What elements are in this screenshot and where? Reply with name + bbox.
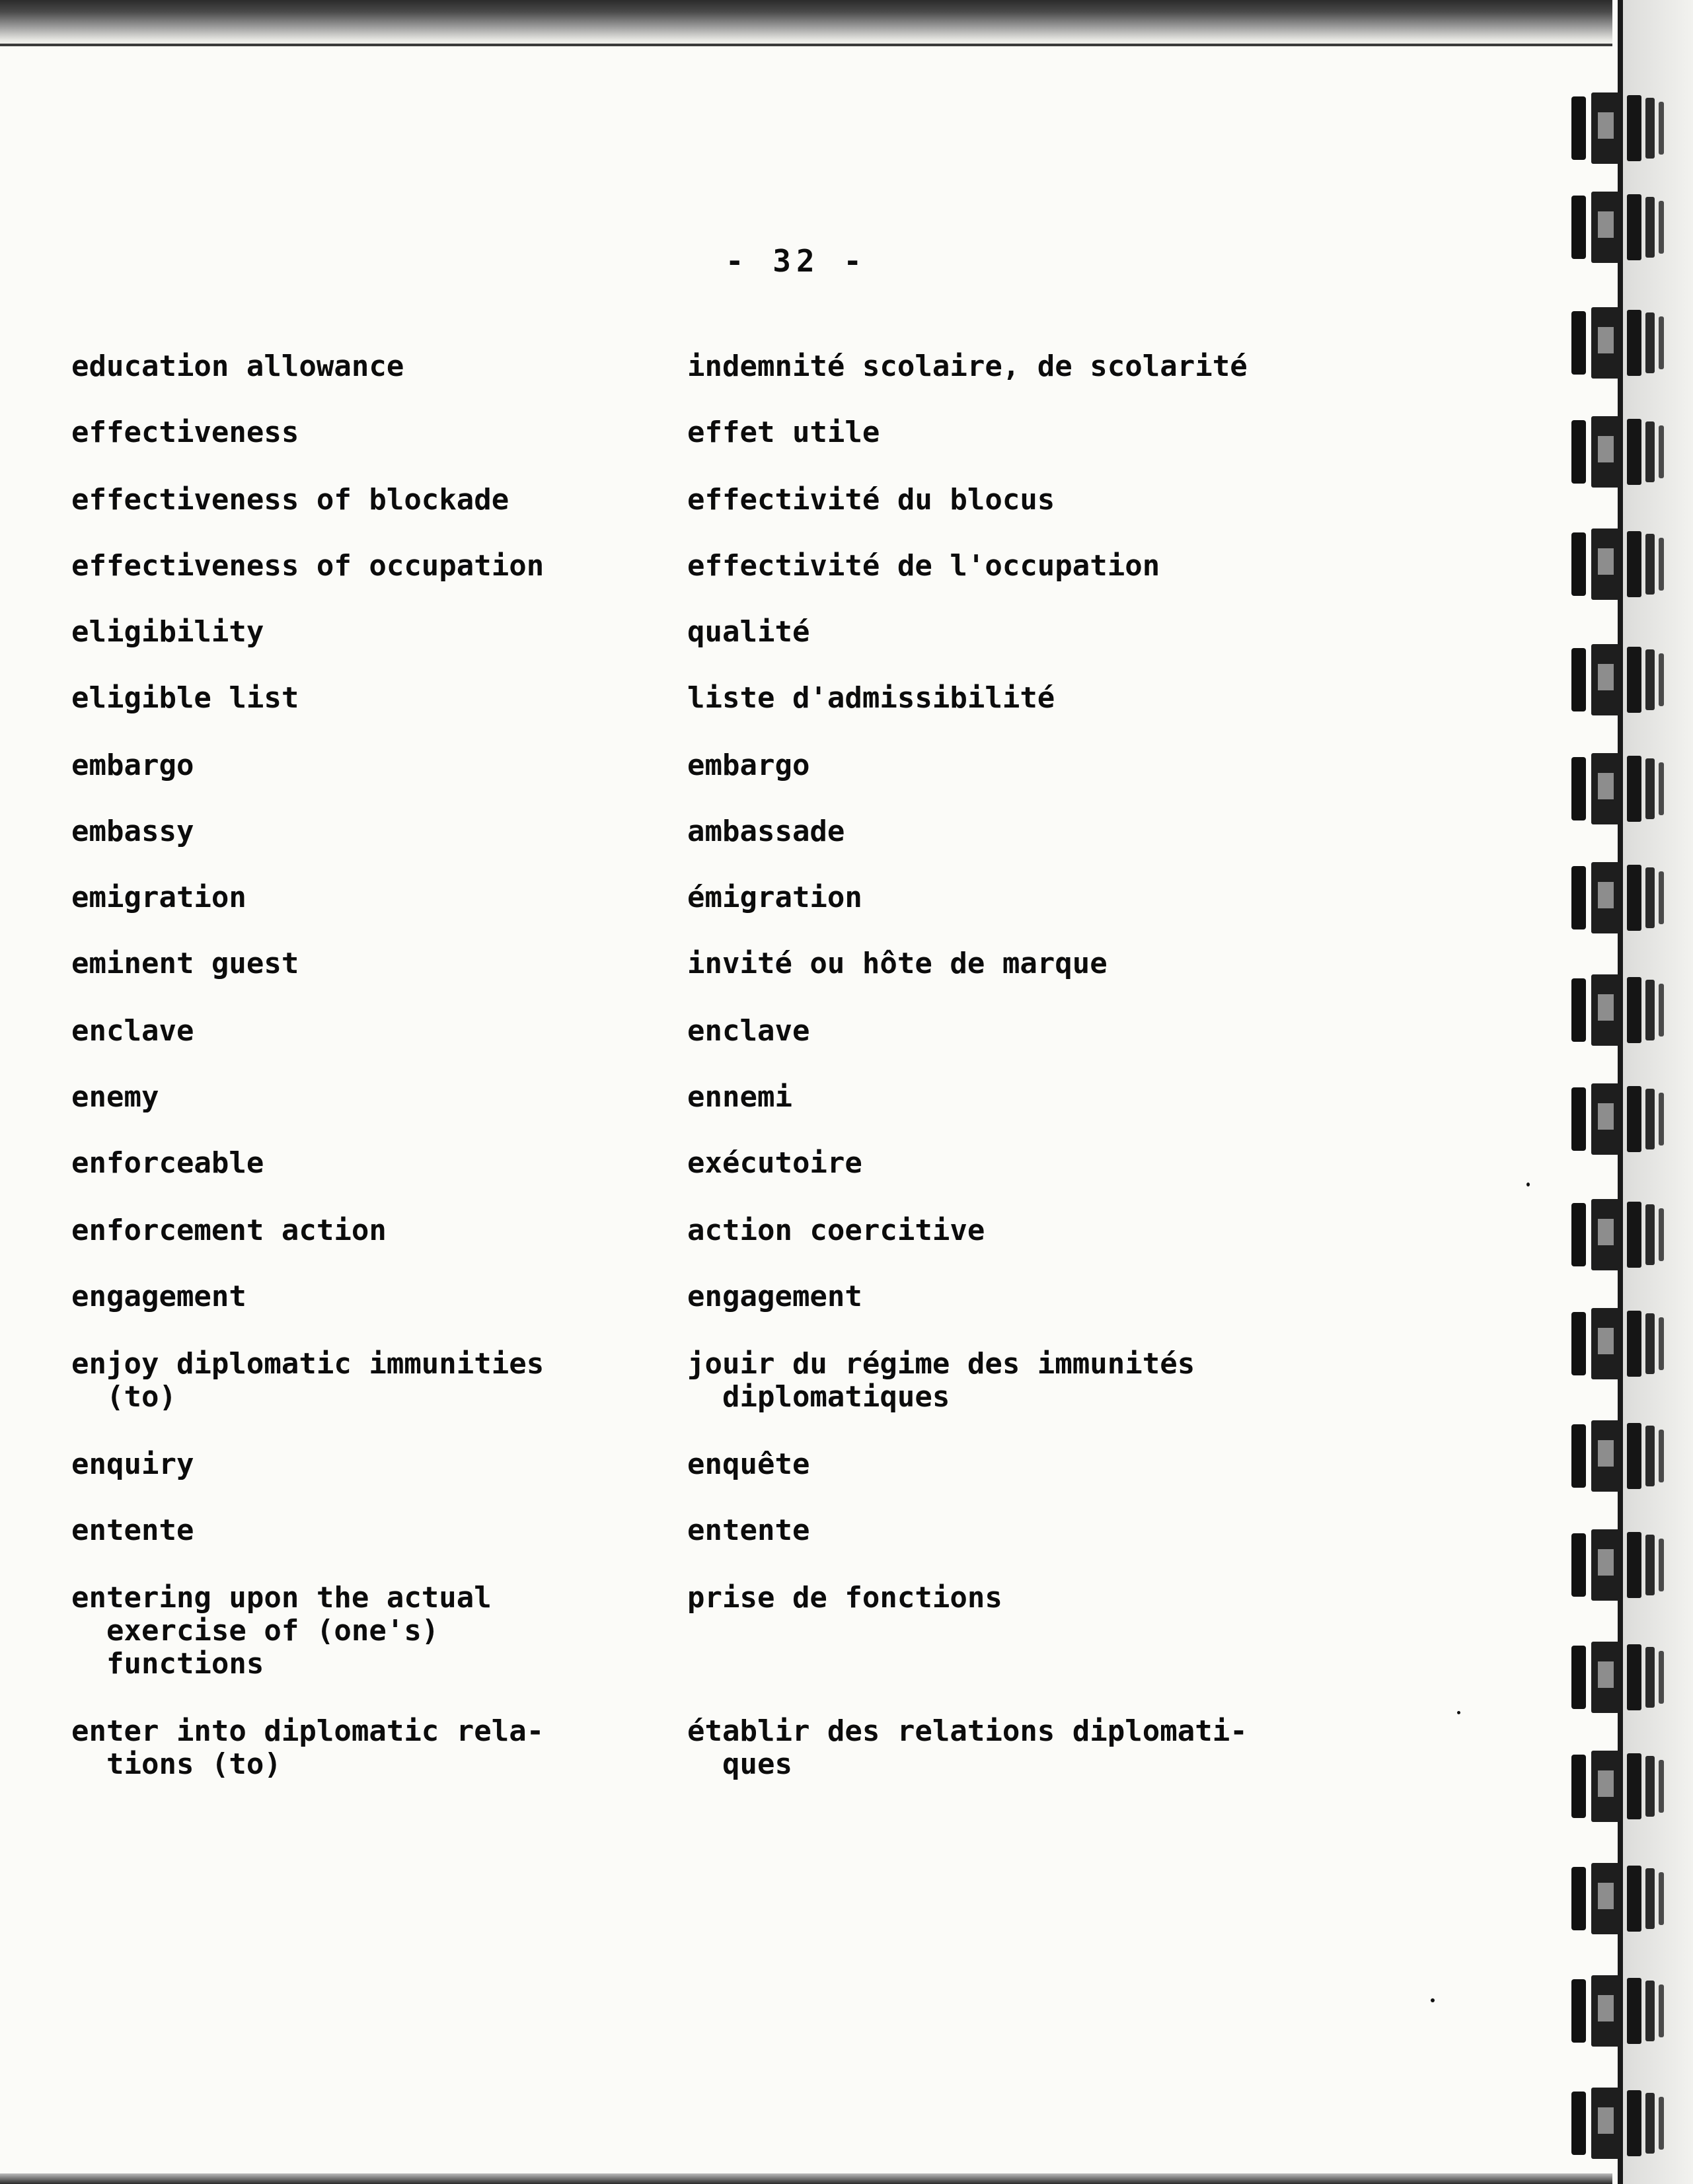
term-english: enclave <box>71 1014 194 1048</box>
scan-speck <box>1526 1183 1530 1186</box>
term-english: entering upon the actual exercise of (one's) functions <box>71 1581 492 1681</box>
term-english: enforceable <box>71 1146 264 1180</box>
term-english: engagement <box>71 1280 246 1313</box>
scan-speck <box>1431 1998 1435 2002</box>
term-french: enclave <box>687 1014 810 1048</box>
term-french: exécutoire <box>687 1146 862 1180</box>
binding-ring <box>1571 1199 1677 1270</box>
term-english: eligibility <box>71 615 264 649</box>
term-french: prise de fonctions <box>687 1581 1002 1615</box>
term-french: effectivité du blocus <box>687 483 1055 517</box>
binding-ring <box>1571 862 1677 933</box>
binding-ring <box>1571 1529 1677 1601</box>
page-top-rule <box>0 44 1612 46</box>
term-french: ennemi <box>687 1080 792 1114</box>
binding-ring <box>1571 1642 1677 1713</box>
term-english: eligible list <box>71 681 299 715</box>
binding-ring <box>1571 307 1677 379</box>
term-french: effet utile <box>687 416 880 449</box>
binding-ring <box>1571 644 1677 715</box>
binding-ring <box>1571 192 1677 263</box>
term-french: effectivité de l'occupation <box>687 549 1160 583</box>
term-french: jouir du régime des immunités diplomatiques <box>687 1347 1195 1414</box>
binding-ring <box>1571 974 1677 1046</box>
scan-speck <box>1457 1711 1460 1714</box>
term-french: ambassade <box>687 815 845 848</box>
term-french: liste d'admissibilité <box>687 681 1055 715</box>
binding-ring <box>1571 1975 1677 2047</box>
term-french: émigration <box>687 881 862 914</box>
term-french: embargo <box>687 748 810 782</box>
page-number: - 32 - <box>725 243 868 279</box>
binding-ring <box>1571 2088 1677 2159</box>
term-english: enquiry <box>71 1447 194 1481</box>
binding-ring <box>1571 1083 1677 1155</box>
term-english: enforcement action <box>71 1214 387 1247</box>
term-english: education allowance <box>71 349 404 383</box>
term-english: entente <box>71 1513 194 1547</box>
binding-ring <box>1571 1308 1677 1379</box>
term-french: indemnité scolaire, de scolarité <box>687 349 1248 383</box>
binding-ring <box>1571 753 1677 824</box>
binding-ring <box>1571 1420 1677 1492</box>
page-top-edge <box>0 0 1612 49</box>
term-english: effectiveness of blockade <box>71 483 509 517</box>
binding-ring <box>1571 1863 1677 1934</box>
term-english: embassy <box>71 815 194 848</box>
binding-ring <box>1571 416 1677 488</box>
term-english: eminent guest <box>71 947 299 980</box>
term-english: embargo <box>71 748 194 782</box>
term-french: établir des relations diplomati- ques <box>687 1714 1248 1781</box>
term-french: action coercitive <box>687 1214 985 1247</box>
term-french: engagement <box>687 1280 862 1313</box>
binding-ring <box>1571 92 1677 164</box>
binding-ring <box>1571 1751 1677 1822</box>
term-english: enjoy diplomatic immunities (to) <box>71 1347 545 1414</box>
term-english: emigration <box>71 881 246 914</box>
binding-ring <box>1571 528 1677 600</box>
term-english: effectiveness of occupation <box>71 549 545 583</box>
page-bottom-edge <box>0 2173 1612 2184</box>
term-french: qualité <box>687 615 810 649</box>
term-english: enemy <box>71 1080 159 1114</box>
term-french: invité ou hôte de marque <box>687 947 1108 980</box>
term-english: effectiveness <box>71 416 299 449</box>
term-french: entente <box>687 1513 810 1547</box>
term-french: enquête <box>687 1447 810 1481</box>
term-english: enter into diplomatic rela- tions (to) <box>71 1714 545 1781</box>
